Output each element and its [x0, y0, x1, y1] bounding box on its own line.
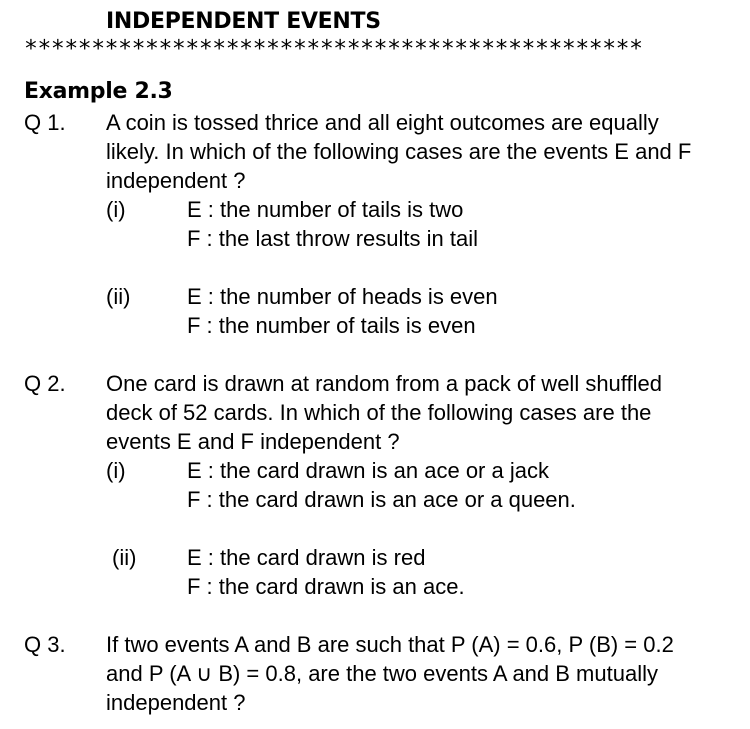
case-event-e: E : the card drawn is red	[187, 545, 426, 570]
example-heading: Example 2.3	[24, 79, 173, 104]
question-number: Q 2.	[24, 371, 66, 396]
separator-line: **********************************************	[24, 36, 643, 62]
page-title: INDEPENDENT EVENTS	[106, 9, 381, 34]
case-label: (ii)	[106, 284, 131, 309]
question-number: Q 1.	[24, 110, 66, 135]
question-text: One card is drawn at random from a pack of well shuffled deck of 52 cards. In which of the following cases are the events E and F independent ?	[106, 371, 662, 454]
question-number: Q 3.	[24, 632, 66, 657]
case-event-f: F : the card drawn is an ace.	[187, 574, 465, 599]
case-label: (i)	[106, 197, 126, 222]
case-event-f: F : the last throw results in tail	[187, 226, 478, 251]
question-text: A coin is tossed thrice and all eight outcomes are equally likely. In which of the following cases are the events E and F independent ?	[106, 110, 692, 193]
case-event-e: E : the card drawn is an ace or a jack	[187, 458, 549, 483]
case-event-f: F : the card drawn is an ace or a queen.	[187, 487, 576, 512]
question-text: If two events A and B are such that P (A) = 0.6, P (B) = 0.2 and P (A ∪ B) = 0.8, are the two events A and B mutually independent ?	[106, 632, 674, 715]
case-event-f: F : the number of tails is even	[187, 313, 476, 338]
case-label: (ii)	[112, 545, 137, 570]
case-event-e: E : the number of heads is even	[187, 284, 498, 309]
case-event-e: E : the number of tails is two	[187, 197, 464, 222]
case-label: (i)	[106, 458, 126, 483]
